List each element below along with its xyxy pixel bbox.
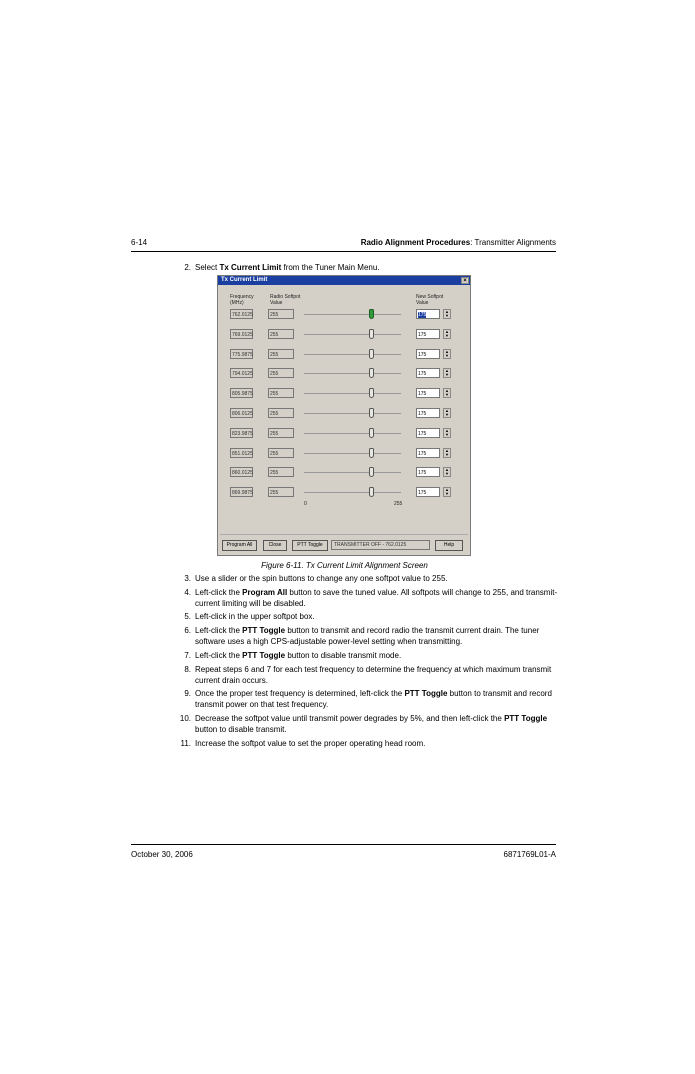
frequency-value: 794.0125 — [230, 368, 253, 378]
step-text-bold: PTT Toggle — [404, 689, 448, 698]
softpot-slider-thumb[interactable] — [369, 329, 374, 339]
spin-down-icon[interactable]: ▼ — [445, 412, 449, 417]
step-text — [195, 587, 560, 609]
spin-down-icon[interactable]: ▼ — [445, 451, 449, 457]
frequency-value: 806.0125 — [230, 408, 253, 418]
step-number: 11. — [180, 739, 191, 748]
step-number: 8. — [184, 665, 191, 674]
step-number: 9. — [184, 689, 191, 698]
section-title — [361, 238, 556, 247]
softpot-slider-track[interactable] — [304, 334, 401, 335]
radio-softpot-value: 255 — [268, 428, 294, 438]
radio-softpot-value: 255 — [268, 349, 294, 359]
column-header-radio-label: Radio Softpot — [270, 294, 301, 300]
new-softpot-value: 175 — [418, 411, 427, 417]
step-text-part: button to disable transmit. — [195, 725, 287, 734]
radio-softpot-value: 255 — [268, 388, 294, 398]
radio-softpot-value: 255 — [268, 448, 294, 458]
spin-buttons — [443, 368, 451, 378]
header-rule — [131, 251, 556, 252]
new-softpot-value: 175 — [418, 450, 427, 457]
softpot-slider-thumb[interactable] — [369, 448, 374, 458]
softpot-row — [218, 329, 472, 341]
new-softpot-input[interactable] — [416, 368, 440, 378]
column-header-frequency-unit: (MHz) — [230, 300, 244, 306]
help-button[interactable]: Help — [435, 540, 463, 551]
spin-buttons — [443, 309, 451, 319]
new-softpot-input[interactable] — [416, 428, 440, 438]
new-softpot-value: 175 — [418, 391, 427, 398]
column-header-frequency-label: Frequency — [230, 294, 254, 300]
spin-buttons — [443, 388, 451, 398]
dialog-titlebar — [218, 276, 470, 285]
new-softpot-input[interactable] — [416, 467, 440, 477]
step-number: 7. — [184, 651, 191, 660]
step-text-part: button to disable transmit mode. — [285, 651, 402, 660]
step-number: 4. — [184, 588, 191, 597]
softpot-slider-track[interactable] — [304, 413, 401, 414]
step-text-part: button to transmit and record transmit power on that test frequency. — [195, 689, 552, 709]
section-title-rest: : Transmitter Alignments — [470, 238, 556, 247]
new-softpot-input[interactable] — [416, 487, 440, 497]
column-header-frequency — [230, 294, 254, 306]
softpot-slider-track[interactable] — [304, 314, 401, 315]
softpot-row — [218, 428, 472, 440]
page-header — [131, 238, 556, 252]
spin-down-icon[interactable]: ▼ — [445, 332, 449, 338]
frequency-value: 762.0125 — [230, 309, 253, 319]
ptt-toggle-button[interactable]: PTT Toggle — [292, 540, 328, 551]
spin-down-icon[interactable]: ▼ — [445, 352, 449, 358]
frequency-value: 851.0125 — [230, 448, 253, 458]
dialog-title: Tx Current Limit — [221, 277, 268, 283]
spin-up-icon[interactable]: ▲ — [445, 487, 449, 493]
spin-buttons — [443, 329, 451, 339]
radio-softpot-value: 255 — [268, 467, 294, 477]
step-text-bold: Tx Current Limit — [219, 263, 282, 272]
new-softpot-value: 175 — [418, 371, 427, 378]
softpot-slider-thumb[interactable] — [369, 309, 374, 319]
softpot-row — [218, 349, 472, 361]
step-text-bold: PTT Toggle — [504, 714, 548, 723]
new-softpot-input[interactable] — [416, 309, 440, 319]
new-softpot-input[interactable] — [416, 408, 440, 418]
spin-down-icon[interactable]: ▼ — [445, 431, 449, 437]
softpot-slider-thumb[interactable] — [369, 428, 374, 438]
tx-current-limit-dialog — [217, 275, 471, 556]
new-softpot-value: 175 — [418, 331, 427, 338]
spin-up-icon[interactable]: ▲ — [445, 368, 449, 374]
frequency-value: 860.0125 — [230, 467, 253, 477]
step-text-part: Increase the softpot value to set the proper operating head room. — [195, 739, 426, 748]
step-text — [195, 262, 560, 273]
spin-up-icon[interactable]: ▲ — [445, 467, 449, 473]
step-text-part: button to transmit and record radio the transmit current drain. The tuner software uses a high CPS-adjustable power-level setting when transmitting. — [195, 626, 540, 646]
spin-buttons — [443, 428, 451, 438]
step-text-part: Repeat steps 6 and 7 for each test frequency to determine the frequency at which maximum transmit current drain occurs. — [195, 665, 552, 685]
new-softpot-value: 175 — [418, 312, 427, 318]
program-all-button[interactable]: Program All — [222, 540, 257, 551]
step-text — [195, 664, 560, 686]
softpot-slider-track[interactable] — [304, 393, 401, 394]
softpot-row — [218, 467, 472, 479]
radio-softpot-value: 255 — [268, 408, 294, 418]
spin-buttons — [443, 408, 451, 418]
frequency-value: 769.0125 — [230, 329, 253, 339]
step-text — [195, 738, 560, 749]
column-header-new-label: New Softpot — [416, 294, 444, 300]
close-window-button[interactable]: × — [461, 277, 469, 284]
frequency-value: 805.9875 — [230, 388, 253, 398]
spin-up-icon[interactable]: ▲ — [445, 388, 449, 394]
new-softpot-input[interactable] — [416, 329, 440, 339]
softpot-slider-thumb[interactable] — [369, 388, 374, 398]
step-number: 2. — [184, 263, 191, 272]
softpot-slider-track[interactable] — [304, 373, 401, 374]
new-softpot-input[interactable] — [416, 388, 440, 398]
step-number: 6. — [184, 626, 191, 635]
step-text — [195, 713, 560, 735]
frequency-value: 869.9875 — [230, 487, 253, 497]
page-number: 6-14 — [131, 238, 148, 247]
spin-down-icon[interactable]: ▼ — [445, 491, 449, 497]
close-button[interactable]: Close — [263, 540, 287, 551]
step-number: 3. — [184, 574, 191, 583]
softpot-slider-track[interactable] — [304, 472, 401, 473]
radio-softpot-value: 255 — [268, 368, 294, 378]
step-text-part: Once the proper test frequency is determined, left-click the — [195, 689, 405, 698]
step-text-part: Left-click in the upper softpot box. — [195, 612, 315, 621]
step-text-part: Decrease the softpot value until transmit power degrades by 5%, and then left-click the — [195, 714, 505, 723]
step-text — [195, 625, 560, 647]
new-softpot-value: 175 — [418, 470, 427, 477]
softpot-slider-thumb[interactable] — [369, 467, 374, 477]
step-text-part: button to save the tuned value. All softpots will change to 255, and transmit-current limiting will be disabled. — [195, 588, 558, 608]
softpot-row — [218, 388, 472, 400]
step-text-bold: Program All — [242, 588, 288, 597]
spin-down-icon[interactable]: ▼ — [445, 392, 449, 398]
footer-date: October 30, 2006 — [131, 850, 193, 859]
step-number: 10. — [179, 714, 191, 723]
softpot-slider-track[interactable] — [304, 433, 401, 434]
softpot-slider-track[interactable] — [304, 492, 401, 493]
step-text — [195, 611, 560, 622]
step-text — [195, 688, 560, 710]
footer-doc-number: 6871769L01-A — [503, 850, 556, 859]
step-text-post: from the Tuner Main Menu. — [281, 263, 380, 272]
spin-up-icon[interactable]: ▲ — [445, 328, 449, 334]
spin-buttons — [443, 448, 451, 458]
spin-up-icon[interactable]: ▲ — [445, 427, 449, 433]
softpot-slider-track[interactable] — [304, 354, 401, 355]
step-text-bold: PTT Toggle — [242, 626, 286, 635]
step-text-pre: Select — [195, 263, 220, 272]
spin-up-icon[interactable]: ▲ — [445, 447, 449, 453]
radio-softpot-value: 255 — [268, 487, 294, 497]
section-title-bold: Radio Alignment Procedures — [360, 238, 471, 247]
spin-buttons — [443, 349, 451, 359]
column-header-new-softpot — [416, 294, 443, 306]
figure-caption: Figure 6-11. Tx Current Limit Alignment Screen — [261, 561, 428, 570]
new-softpot-value: 175 — [418, 490, 427, 497]
step-text-part: Left-click the — [195, 626, 243, 635]
step-text-part: Use a slider or the spin buttons to change any one softpot value to 255. — [195, 574, 448, 583]
softpot-row — [218, 309, 472, 321]
softpot-row — [218, 448, 472, 460]
footer-rule — [131, 844, 556, 845]
spin-up-icon[interactable]: ▲ — [445, 408, 449, 413]
spin-buttons — [443, 487, 451, 497]
softpot-slider-thumb[interactable] — [369, 349, 374, 359]
softpot-row — [218, 408, 472, 420]
column-header-radio-softpot — [270, 294, 300, 306]
step-number: 5. — [184, 612, 191, 621]
transmitter-status: TRANSMITTER OFF - 762.0125 — [331, 540, 430, 550]
frequency-value: 775.9875 — [230, 349, 253, 359]
step-text — [195, 573, 560, 584]
softpot-row — [218, 487, 472, 499]
dialog-divider — [220, 534, 468, 535]
frequency-value: 823.9875 — [230, 428, 253, 438]
spin-down-icon[interactable]: ▼ — [445, 372, 449, 378]
new-softpot-value: 175 — [418, 351, 427, 358]
slider-min-label: 0 — [304, 501, 307, 507]
step-text-part: Left-click the — [195, 651, 243, 660]
softpot-slider-track[interactable] — [304, 453, 401, 454]
new-softpot-value: 175 — [418, 430, 427, 437]
new-softpot-input[interactable] — [416, 349, 440, 359]
spin-down-icon[interactable]: ▼ — [445, 313, 449, 318]
radio-softpot-value: 255 — [268, 329, 294, 339]
step-text — [195, 650, 560, 661]
new-softpot-input[interactable] — [416, 448, 440, 458]
column-header-radio-label-2: Value — [270, 300, 283, 306]
spin-buttons — [443, 467, 451, 477]
column-header-new-label-2: Value — [416, 300, 429, 306]
step-text-part: Left-click the — [195, 588, 243, 597]
softpot-slider-thumb[interactable] — [369, 487, 374, 497]
slider-max-label: 255 — [394, 501, 403, 507]
softpot-slider-thumb[interactable] — [369, 368, 374, 378]
spin-up-icon[interactable]: ▲ — [445, 309, 449, 314]
softpot-slider-thumb[interactable] — [369, 408, 374, 418]
softpot-row — [218, 368, 472, 380]
step-text-bold: PTT Toggle — [242, 651, 286, 660]
radio-softpot-value: 255 — [268, 309, 294, 319]
spin-up-icon[interactable]: ▲ — [445, 348, 449, 354]
spin-down-icon[interactable]: ▼ — [445, 471, 449, 477]
